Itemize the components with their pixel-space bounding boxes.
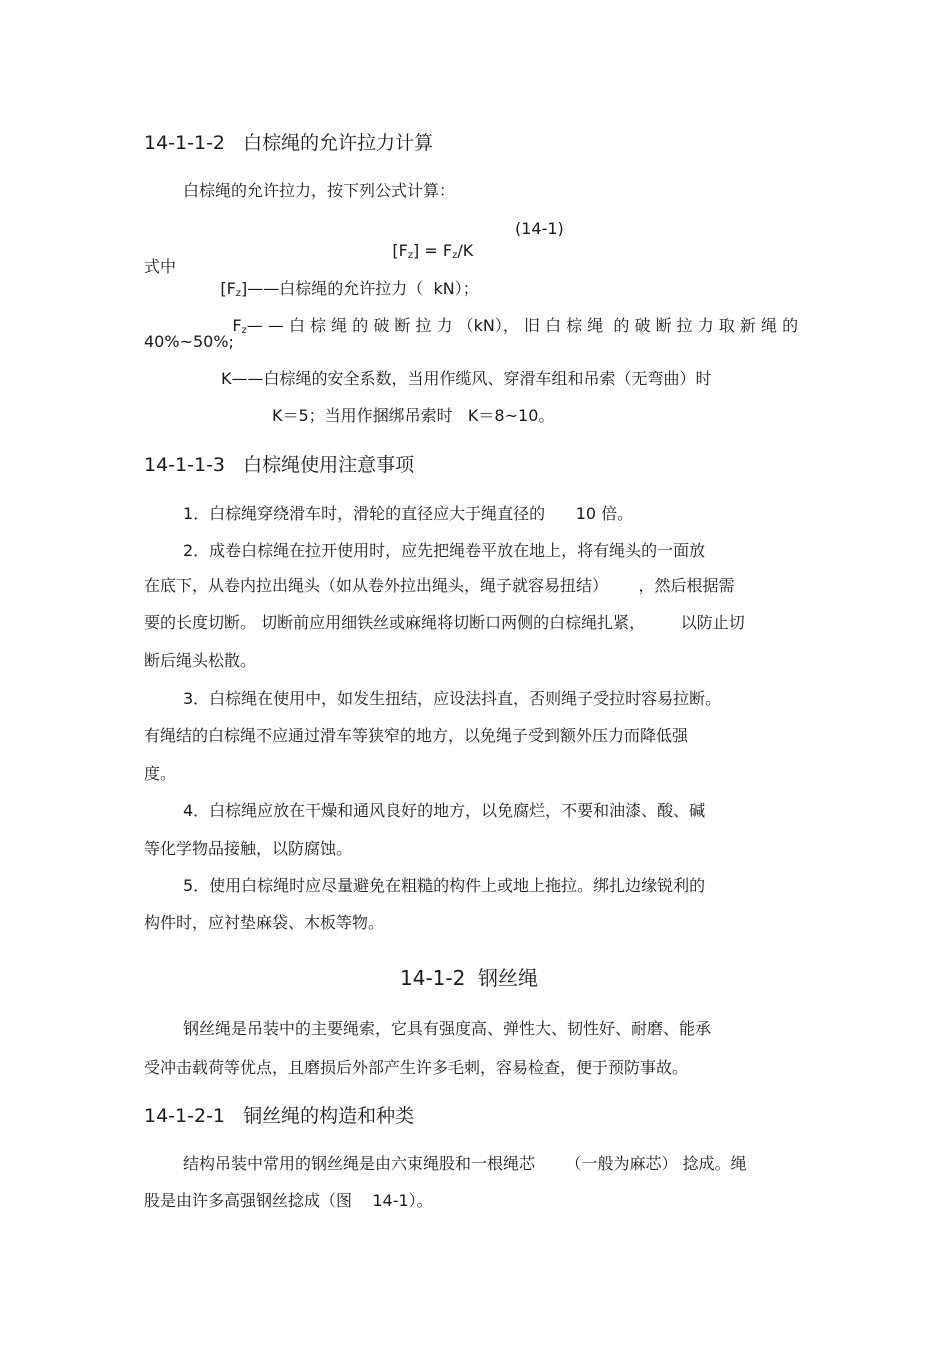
formula-number: (14-1)	[515, 219, 564, 238]
section-heading-14-1-2-1: 14-1-2-1 铜丝绳的构造和种类	[144, 1105, 415, 1127]
section-heading-14-1-1-3: 14-1-1-3 白棕绳使用注意事项	[144, 454, 415, 476]
definition-safety-factor-line1: K——白棕绳的安全系数，当用作缆风、穿滑车组和吊索（无弯曲）时	[221, 369, 712, 388]
list-item-5-line-2: 构件时，应衬垫麻袋、木板等物。	[144, 913, 385, 932]
definition-safety-factor-line2: K＝5；当用作捆绑吊索时 K＝8~10。	[272, 406, 555, 425]
list-item-1-line-1: 1．白棕绳穿绕滑车时，滑轮的直径应大于绳直径的 10 倍。	[183, 504, 634, 523]
list-item-4-line-1: 4．白棕绳应放在干燥和通风良好的地方，以免腐烂，不要和油漆、酸、碱	[183, 801, 706, 820]
def-allow-pre: [F	[220, 279, 236, 298]
section-heading-14-1-2: 14-1-2 钢丝绳	[400, 966, 539, 990]
def-fz-pre: F	[232, 316, 242, 335]
def-fz-post: — — 白 棕 绳 的 破 断 拉 力 （kN）， 旧 白 棕 绳 的 破 断 拉 力 取 新 绳 的	[246, 316, 799, 335]
list-item-4-line-2: 等化学物品接触，以防腐蚀。	[144, 839, 353, 858]
definition-breaking-tension	[212, 293, 798, 362]
intro-text: 白棕绳的允许拉力，按下列公式计算：	[183, 181, 456, 200]
list-item-5-line-1: 5．使用白棕绳时应尽量避免在粗糙的构件上或地上拖拉。绑扎边缘锐利的	[183, 876, 706, 895]
list-item-2-line-3: 要的长度切断。 切断前应用细铁丝或麻绳将切断口两侧的白棕绳扎紧， 以防止切	[144, 613, 745, 632]
formula-rhs: ] = F	[413, 241, 453, 260]
structure-para-line-1: 结构吊装中常用的钢丝绳是由六束绳股和一根绳芯 （一般为麻芯） 捻成。绳	[183, 1154, 747, 1173]
list-item-2-line-1: 2．成卷白棕绳在拉开使用时，应先把绳卷平放在地上，将有绳头的一面放	[183, 541, 706, 560]
formula-rhs-sub: z	[452, 250, 458, 261]
def-fz-sub: z	[241, 325, 247, 336]
list-item-3-line-2: 有绳结的白棕绳不应通过滑车等狭窄的地方，以免绳子受到额外压力而降低强	[144, 726, 689, 745]
section-heading-14-1-1-2: 14-1-1-2 白棕绳的允许拉力计算	[144, 132, 434, 154]
wire-rope-para-line-1: 钢丝绳是吊装中的主要绳索，它具有强度高、弹性大、韧性好、耐磨、能承	[183, 1019, 712, 1038]
formula-lhs: [F	[392, 241, 408, 260]
structure-para-line-2: 股是由许多高强钢丝捻成（图 14-1）。	[144, 1191, 433, 1210]
list-item-2-line-2: 在底下，从卷内拉出绳头（如从卷外拉出绳头，绳子就容易扭结） ，然后根据需	[144, 576, 735, 595]
def-allow-post: ]——白棕绳的允许拉力（ kN）；	[241, 279, 479, 298]
def-allow-sub: z	[235, 288, 242, 299]
wire-rope-para-line-2: 受冲击载荷等优点，且磨损后外部产生许多毛刺，容易检查，便于预防事故。	[144, 1058, 689, 1077]
formula-tail: /K	[457, 241, 474, 260]
list-item-3-line-1: 3．白棕绳在使用中，如发生扭结，应设法抖直，否则绳子受拉时容易拉断。	[183, 689, 722, 708]
list-item-3-line-3: 度。	[144, 764, 177, 783]
definition-breaking-tension-cont: 40%~50%;	[144, 332, 234, 351]
list-item-2-line-4: 断后绳头松散。	[144, 651, 257, 670]
formula-lhs-sub: z	[407, 250, 414, 261]
where-prefix: 式中	[144, 257, 177, 276]
